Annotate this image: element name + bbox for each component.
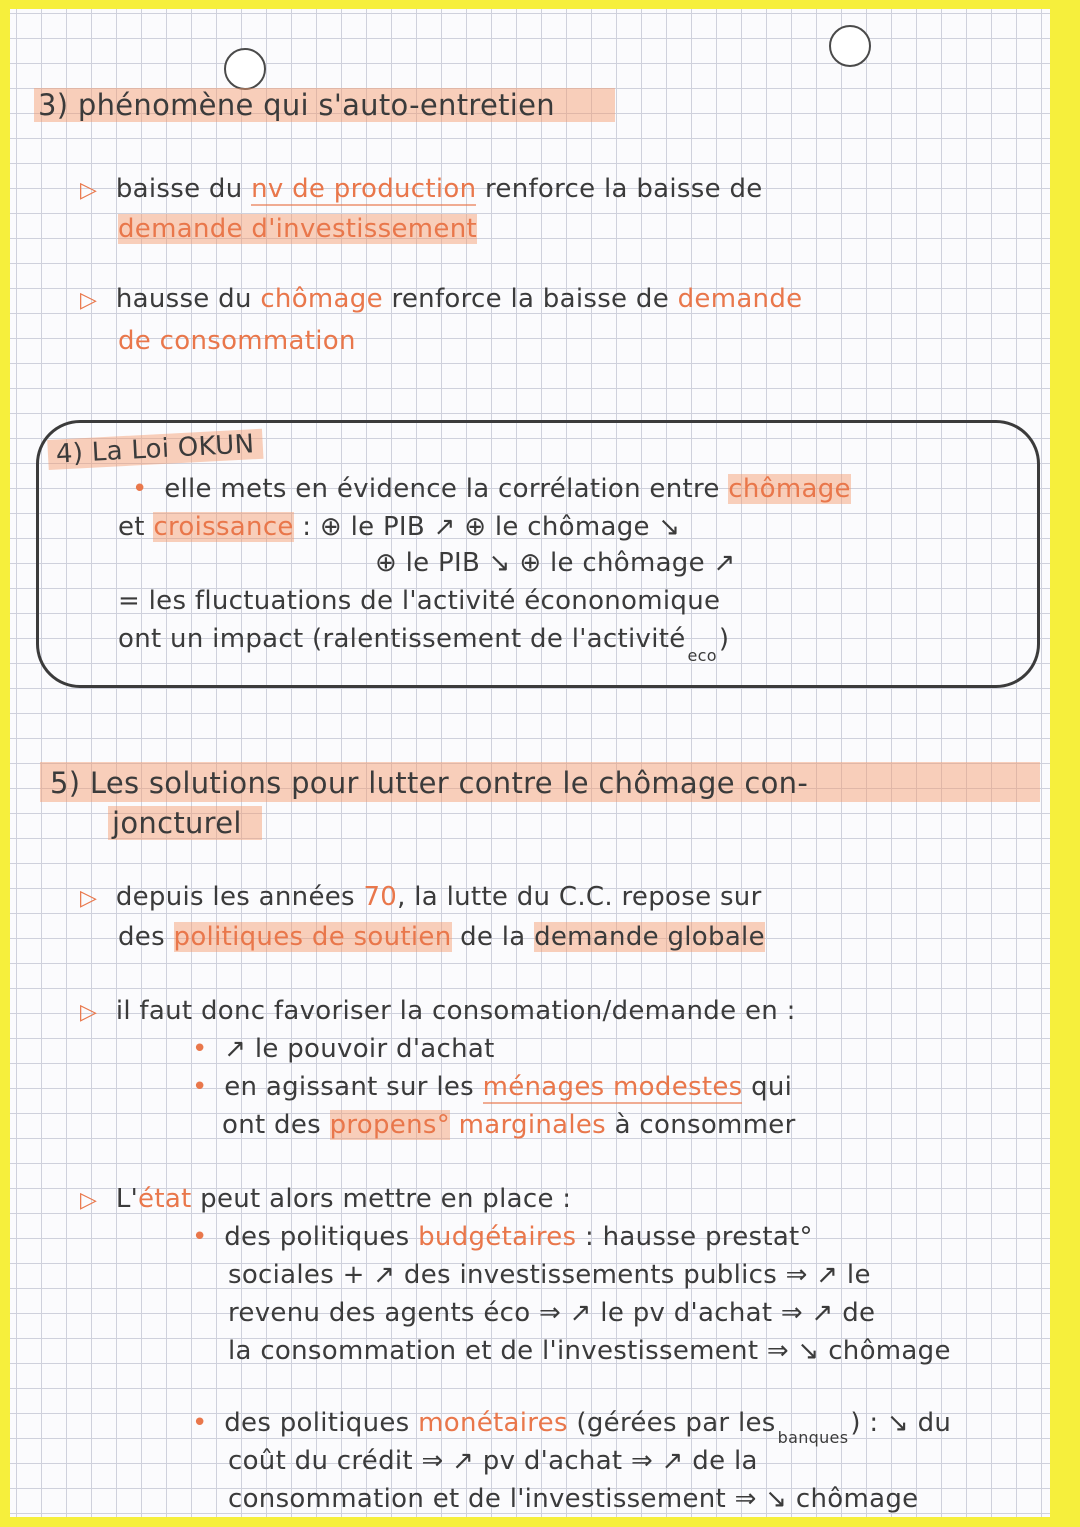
punch-hole-left	[224, 48, 266, 90]
section3-bullet1-line2: demande d'investissement	[118, 214, 477, 244]
section5-bullet3-line1: ▷ L'état peut alors mettre en place :	[80, 1184, 572, 1214]
budget-policy-line3: revenu des agents éco ⇒ ↗ le pv d'achat ⇒ ↗ de	[228, 1298, 876, 1328]
budget-policy-line4: la consommation et de l'investissement ⇒ ↘ chômage	[228, 1336, 951, 1366]
triangle-bullet-icon: ▷	[80, 1000, 98, 1025]
triangle-bullet-icon: ▷	[80, 1188, 98, 1213]
section5-bullet2-sub1: • ↗ le pouvoir d'achat	[192, 1034, 495, 1064]
triangle-bullet-icon: ▷	[80, 886, 98, 911]
bullet-dot-icon: •	[192, 1072, 208, 1102]
bullet-dot-icon: •	[192, 1408, 208, 1438]
budget-policy-line1: • des politiques budgétaires : hausse prestat°	[192, 1222, 813, 1252]
bullet-dot-icon: •	[192, 1034, 208, 1064]
section5-bullet2-line1: ▷ il faut donc favoriser la consomation/demande en :	[80, 996, 796, 1026]
section5-bullet1-line2: des politiques de soutien de la demande globale	[118, 922, 765, 952]
section4-line3: ⊕ le PIB ↘ ⊕ le chômage ↗	[375, 548, 736, 578]
section4-line1: • elle mets en évidence la corrélation entre chômage	[132, 474, 851, 504]
section3-bullet2-line2: de consommation	[118, 326, 356, 356]
section3-heading: 3) phénomène qui s'auto-entretien	[34, 88, 615, 122]
section3-bullet2-line1: ▷ hausse du chômage renforce la baisse de demande	[80, 284, 803, 314]
section5-heading-line2: joncturel	[108, 806, 262, 840]
punch-hole-right	[829, 25, 871, 67]
budget-policy-line2: sociales + ↗ des investissements publics ⇒ ↗ le	[228, 1260, 871, 1290]
section4-line2: et croissance : ⊕ le PIB ↗ ⊕ le chômage ↘	[118, 512, 681, 542]
section3-bullet1-line1: ▷ baisse du nv de production renforce la baisse de	[80, 174, 763, 204]
section5-bullet2-sub2-line2: ont des propens° marginales à consommer	[222, 1110, 796, 1140]
section5-bullet2-sub2: • en agissant sur les ménages modestes qui	[192, 1072, 793, 1102]
monetary-policy-line2: coût du crédit ⇒ ↗ pv d'achat ⇒ ↗ de la	[228, 1446, 758, 1476]
monetary-policy-line3: consommation et de l'investissement ⇒ ↘ chômage	[228, 1484, 919, 1514]
section5-heading-line1: 5) Les solutions pour lutter contre le chômage con-	[50, 766, 809, 800]
bullet-dot-icon: •	[192, 1222, 208, 1252]
section5-bullet1-line1: ▷ depuis les années 70, la lutte du C.C. repose sur	[80, 882, 762, 912]
section4-heading: 4) La Loi OKUN	[47, 427, 263, 472]
section4-line4: = les fluctuations de l'activité écononomique	[118, 586, 721, 616]
section4-line5: ont un impact (ralentissement de l'activitéeco)	[118, 624, 730, 665]
monetary-policy-line1: • des politiques monétaires (gérées par les banques) : ↘ du	[192, 1408, 952, 1447]
triangle-bullet-icon: ▷	[80, 288, 98, 313]
bullet-dot-icon: •	[132, 474, 148, 504]
triangle-bullet-icon: ▷	[80, 178, 98, 203]
